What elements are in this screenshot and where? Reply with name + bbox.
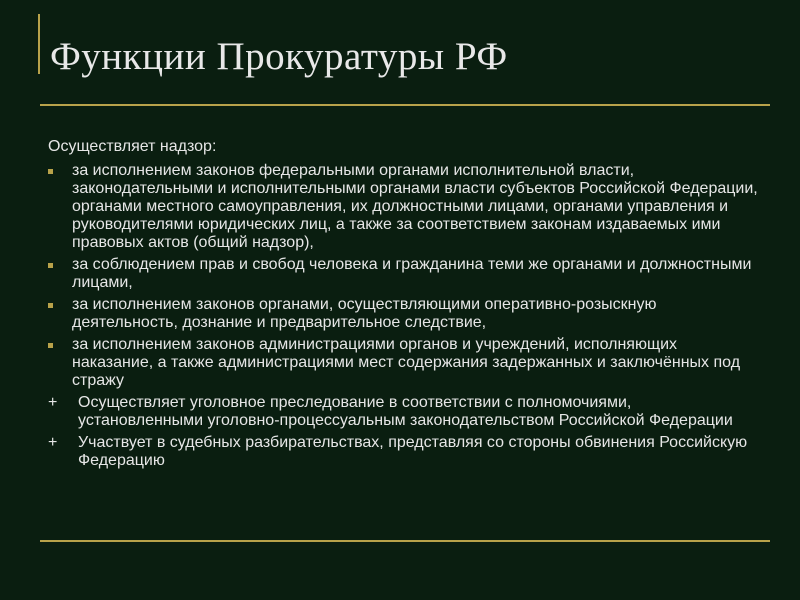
square-bullet-icon bbox=[48, 303, 53, 308]
bullet-item bbox=[48, 296, 760, 332]
square-bullet-icon bbox=[48, 263, 53, 268]
bullet-text: за исполнением законов администрациями органов и учреждений, исполняющих наказание, а также администрациями мест содержания задержанных и заключённых под стражу bbox=[72, 336, 741, 389]
plus-item-text: Участвует в судебных разбирательствах, представляя со стороны обвинения Российскую Федерацию bbox=[78, 434, 748, 469]
plus-item bbox=[48, 394, 760, 430]
title-divider bbox=[40, 104, 770, 106]
plus-item-text: Осуществляет уголовное преследование в соответствии с полномочиями, установленными уголовно-процессуальным законодательством Российской Федерации bbox=[78, 394, 733, 429]
plus-icon: + bbox=[48, 434, 58, 451]
title-accent-line bbox=[38, 14, 40, 74]
square-bullet-icon bbox=[48, 169, 53, 174]
intro-text: Осуществляет надзор: bbox=[48, 138, 217, 155]
footer-divider bbox=[40, 540, 770, 542]
bullet-text: за соблюдением прав и свобод человека и гражданина теми же органами и должностными лицами, bbox=[72, 256, 752, 291]
bullet-text: за исполнением законов органами, осуществляющими оперативно-розыскную деятельность, дознание и предварительное следствие, bbox=[72, 296, 657, 331]
bullet-item bbox=[48, 336, 760, 390]
plus-item bbox=[48, 434, 760, 470]
bullet-list bbox=[48, 162, 760, 390]
bullet-text: за исполнением законов федеральными органами исполнительной власти, законодательными и исполнительными органами власти субъектов Российской Федерации, органами местного самоуправления, их должностными лицами, органами управления и руководителями юридических лиц, а также за соответствием законам издаваемых ими правовых актов (общий надзор), bbox=[72, 162, 758, 251]
slide-title: Функции Прокуратуры РФ bbox=[50, 35, 508, 78]
bullet-item bbox=[48, 256, 760, 292]
slide-body bbox=[48, 138, 760, 474]
bullet-item bbox=[48, 162, 760, 252]
plus-icon: + bbox=[48, 394, 58, 411]
square-bullet-icon bbox=[48, 343, 53, 348]
